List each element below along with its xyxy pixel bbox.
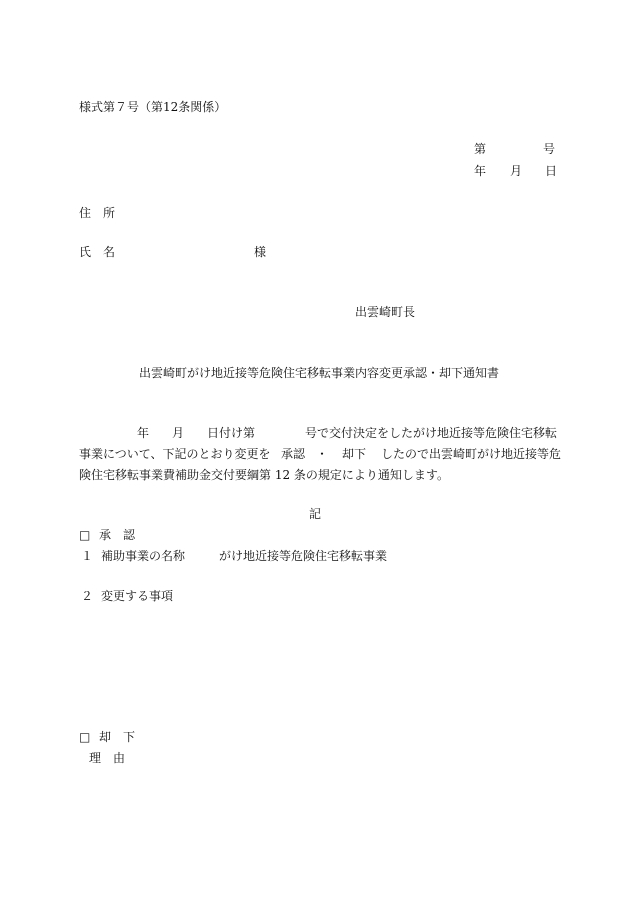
body-line2-b: したので出雲崎町がけ地近接等危 xyxy=(381,447,562,461)
reason-label: 理 由 xyxy=(89,751,126,765)
item1-label: 補助事業の名称 xyxy=(101,549,186,563)
name-label: 氏 名 xyxy=(79,245,116,259)
honorific: 様 xyxy=(254,245,267,259)
item1-number: １ xyxy=(81,549,94,563)
approval-label: 承 認 xyxy=(99,528,136,542)
body-year: 年 xyxy=(137,426,150,440)
rejection-label: 却 下 xyxy=(99,730,136,744)
issuer: 出雲崎町長 xyxy=(355,305,416,319)
body-dot: ・ xyxy=(316,447,329,461)
body-month: 月 xyxy=(172,426,185,440)
number-prefix: 第 xyxy=(474,142,487,156)
number-suffix: 号 xyxy=(543,142,556,156)
ki-heading: 記 xyxy=(309,507,322,521)
form-number: 様式第７号（第12条関係） xyxy=(79,100,227,114)
body-after-number: 号で交付決定をしたがけ地近接等危険住宅移転 xyxy=(305,426,558,440)
approval-checkbox: □ xyxy=(79,528,91,542)
rejection-checkbox: □ xyxy=(79,730,91,744)
body-line3: 険住宅移転事業費補助金交付要綱第 12 条の規定により通知します。 xyxy=(79,468,449,482)
date-year: 年 xyxy=(474,164,487,178)
item2-number: ２ xyxy=(81,589,94,603)
item1-value: がけ地近接等危険住宅移転事業 xyxy=(219,549,388,563)
body-line2-a: 事業について、下記のとおり変更を xyxy=(79,447,271,461)
body-approve: 承認 xyxy=(281,447,306,461)
document-title: 出雲崎町がけ地近接等危険住宅移転事業内容変更承認・却下通知書 xyxy=(139,366,500,380)
body-reject: 却下 xyxy=(342,447,367,461)
date-month: 月 xyxy=(510,164,523,178)
body-date-seg: 日付け第 xyxy=(207,426,256,440)
item2-label: 変更する事項 xyxy=(101,589,174,603)
address-label: 住 所 xyxy=(79,206,116,220)
date-day: 日 xyxy=(545,164,558,178)
